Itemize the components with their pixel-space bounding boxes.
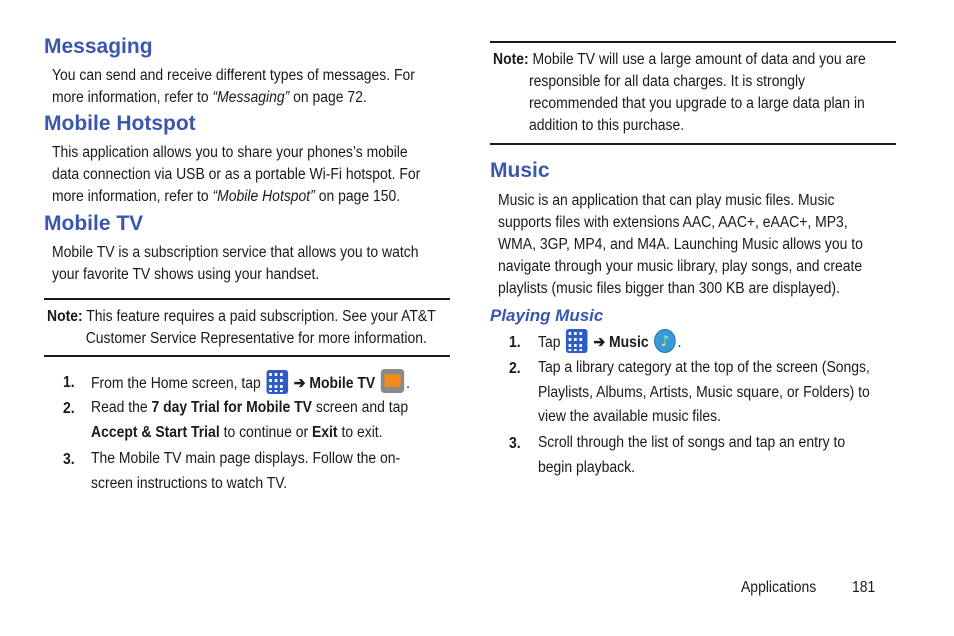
mobile-tv-icon[interactable] [381,369,404,393]
step-3-scroll-songs: Scroll through the list of songs and tap an entry to begin playback. [538,434,846,476]
music-app-icon[interactable]: ♪ [654,329,676,353]
hotspot-reference-link[interactable]: “Mobile Hotspot” [212,188,315,205]
heading-mobile-hotspot: Mobile Hotspot [44,112,196,135]
note-label: Note: [493,51,529,68]
heading-mobile-tv: Mobile TV [44,212,144,235]
music-body: Music is an application that can play music files. Music supports files with extensions AAC, AAC+, eAAC+, MP3, WMA, 3GP, MP4, and M4A. Launching Music allows you to navigate through your music library, play songs, and create playlists (music files bigger than 300 KB are displayed). [498,192,863,297]
hotspot-body: This application allows you to share your phones’s mobile data connection via USB or as a portable Wi-Fi hotspot. For more information, refer to “Mobile Hotspot” on page 150. [52,144,421,205]
mobile-tv-body: Mobile TV is a subscription service that allows you to watch your favorite TV shows using your handset. [52,244,419,283]
step-2-library-category: Tap a library category at the top of the screen (Songs, Playlists, Albums, Artists, Music square, or Folders) to view the available music files. [538,359,870,425]
messaging-body: You can send and receive different types of messages. For more information, refer to “Messaging” on page 72. [52,67,415,106]
page-number: 181 [852,579,876,596]
step-number: 2. [509,360,521,377]
step-1-mobile-tv: From the Home screen, tap ➔ Mobile TV . [91,369,469,397]
step-number: 1. [63,374,75,391]
step-3-main-page: The Mobile TV main page displays. Follow the on- screen instructions to watch TV. [91,450,401,492]
step-2-trial: Read the 7 day Trial for Mobile TV screen and tap Accept & Start Trial to continue or Exit to exit. [91,399,409,441]
note-box-data-charges: Note: Mobile TV will use a large amount of data and you are responsible for all data charges. It is strongly recommended that you upgrade to a large data plan in addition to this purchase. [490,41,896,145]
apps-grid-icon[interactable] [566,329,588,353]
note-box-subscription: Note: This feature requires a paid subscription. See your AT&T Customer Service Representative for more information. [44,298,450,357]
messaging-reference-link[interactable]: “Messaging” [212,89,290,106]
footer-section-name: Applications [741,579,817,596]
step-number: 3. [509,435,521,452]
note-label: Note: [47,308,83,325]
right-arrow-icon: ➔ [593,334,606,351]
step-number: 3. [63,451,75,468]
step-number: 1. [509,334,521,351]
right-arrow-icon: ➔ [293,375,306,392]
step-1-tap-music: Tap ➔ Music ♪ . [538,329,682,356]
step-number: 2. [63,400,75,417]
heading-messaging: Messaging [44,35,153,58]
apps-grid-icon[interactable] [266,370,288,394]
heading-music: Music [490,159,550,182]
heading-playing-music: Playing Music [490,306,604,325]
